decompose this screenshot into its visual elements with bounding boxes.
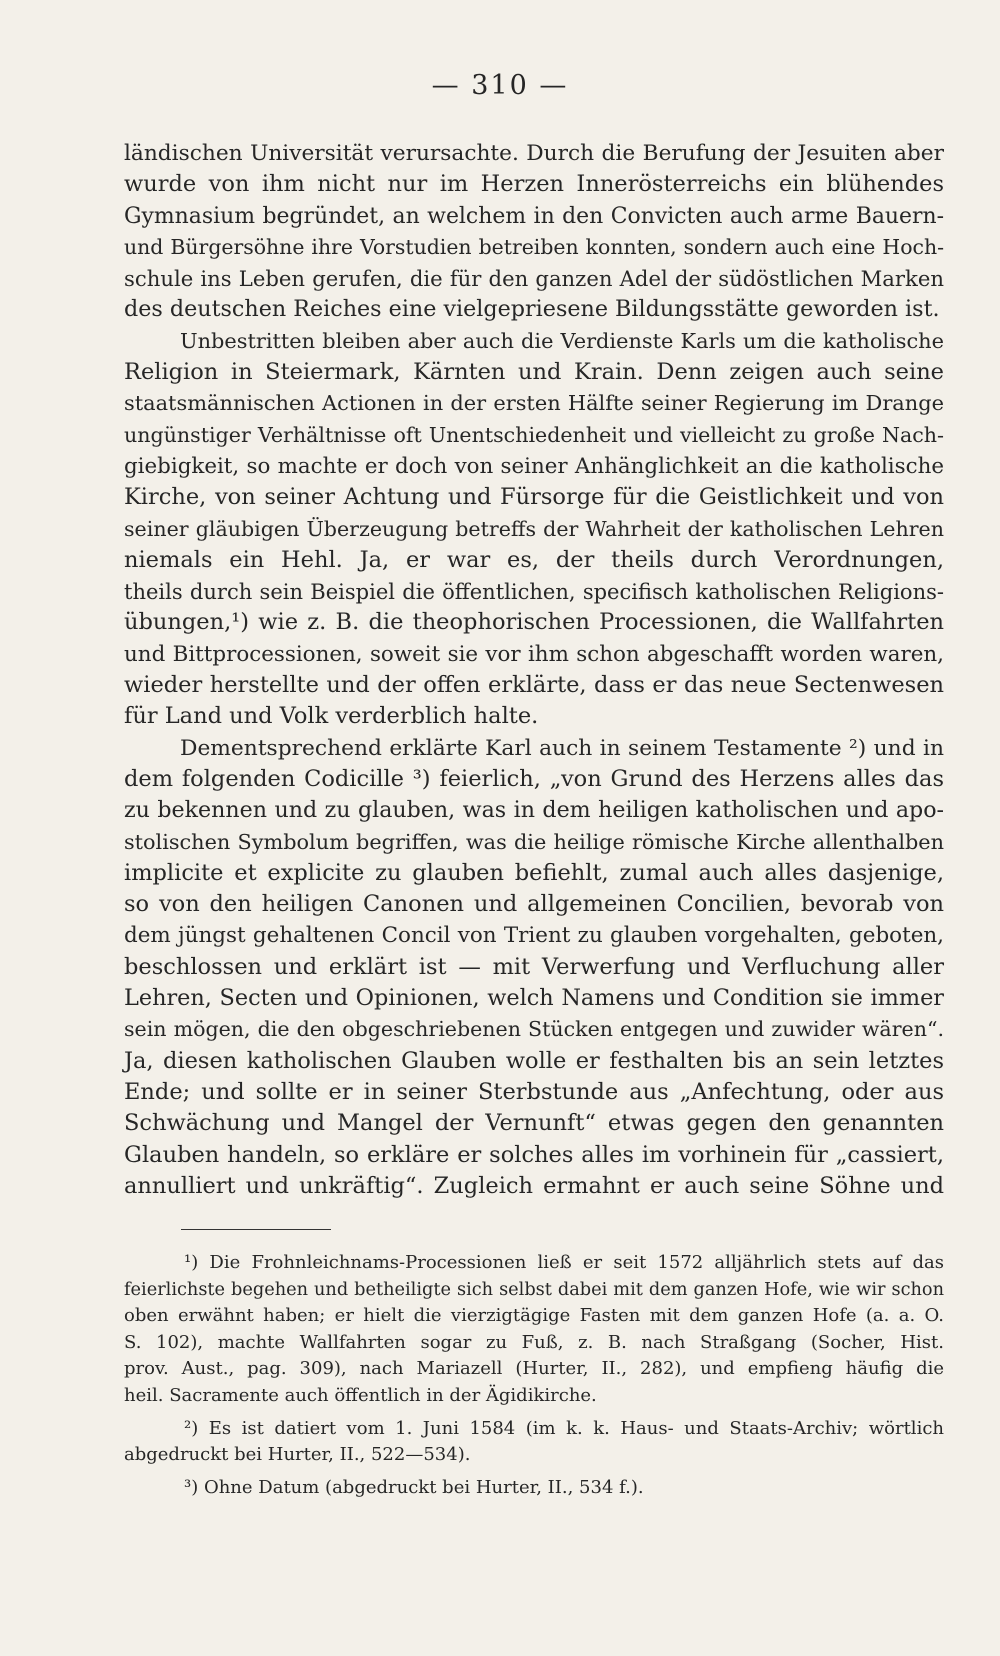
text-line: Lehren, Secten und Opinionen, welch Namens und Condition sie immer (124, 985, 944, 1012)
text-line: sein mögen, die den obgeschriebenen Stücken entgegen und zuwider wären“. (124, 1017, 944, 1042)
text-line: dem jüngst gehaltenen Concil von Trient zu glauben vorgehalten, geboten, (124, 923, 944, 949)
footnote-line: ³) Ohne Datum (abgedruckt bei Hurter, II., 534 f.). (184, 1476, 644, 1498)
footnote-line: S. 102), machte Wallfahrten sogar zu Fuß, z. B. nach Straßgang (Socher, Hist. (124, 1331, 944, 1353)
footnote-line: heil. Sacramente auch öffentlich in der Ägidikirche. (124, 1384, 597, 1406)
footnote-divider (181, 1229, 331, 1230)
footnotes (124, 1250, 944, 1501)
text-line: Ende; und sollte er in seiner Sterbstunde aus „Anfechtung, oder aus (124, 1078, 944, 1105)
text-line: und Bürgersöhne ihre Vorstudien betreiben konnten, sondern auch eine Hoch- (124, 234, 944, 259)
main-text (124, 138, 944, 1202)
text-line: für Land und Volk verderblich halte. (124, 703, 539, 730)
text-line: staatsmännischen Actionen in der ersten Hälfte seiner Regierung im Drange (124, 391, 944, 416)
text-line: stolischen Symbolum begriffen, was die heilige römische Kirche allenthalben (124, 829, 944, 854)
text-line: wieder herstellte und der offen erklärte, dass er das neue Sectenwesen (124, 672, 944, 699)
text-line: des deutschen Reiches eine vielgepriesene Bildungsstätte geworden ist. (124, 296, 940, 323)
text-line: Glauben handeln, so erkläre er solches alles im vorhinein für „cassiert, (124, 1141, 944, 1168)
text-line: theils durch sein Beispiel die öffentlichen, specifisch katholischen Religions- (124, 579, 944, 605)
text-line: ländischen Universität verursachte. Durch die Berufung der Jesuiten aber (124, 141, 944, 166)
text-line: giebigkeit, so machte er doch von seiner Anhänglichkeit an die katholische (124, 453, 944, 479)
text-line: übungen,¹) wie z. B. die theophorischen Processionen, die Wallfahrten (124, 609, 944, 636)
footnote-line: prov. Aust., pag. 309), nach Mariazell (Hurter, II., 282), und empfieng häufig die (124, 1358, 944, 1380)
text-line: ungünstiger Verhältnisse oft Unentschiedenheit und vielleicht zu große Nach- (124, 422, 944, 447)
text-line: beschlossen und erklärt ist — mit Verwerfung und Verfluchung aller (124, 953, 944, 980)
text-line: so von den heiligen Canonen und allgemeinen Concilien, bevorab von (124, 891, 944, 918)
text-line: seiner gläubigen Überzeugung betreffs der Wahrheit der katholischen Lehren (124, 516, 944, 541)
text-line: schule ins Leben gerufen, die für den ganzen Adel der südöstlichen Marken (124, 266, 944, 292)
footnote-line: abgedruckt bei Hurter, II., 522—534). (124, 1444, 471, 1466)
text-line: Dementsprechend erklärte Karl auch in seinem Testamente ²) und in (180, 735, 944, 761)
text-line: annulliert und unkräftig“. Zugleich ermahnt er auch seine Söhne und (124, 1172, 944, 1199)
text-line: Kirche, von seiner Achtung und Fürsorge für die Geistlichkeit und von (124, 484, 944, 511)
text-line: zu bekennen und zu glauben, was in dem heiligen katholischen und apo- (124, 797, 944, 824)
text-line: niemals ein Hehl. Ja, er war es, der theils durch Verordnungen, (124, 546, 944, 573)
footnote-line: feierlichste begehen und betheiligte sich selbst dabei mit dem ganzen Hofe, wie wir schon (124, 1279, 944, 1300)
page-number: — 310 — (431, 70, 569, 101)
text-line: Ja, diesen katholischen Glauben wolle er festhalten bis an sein letztes (124, 1047, 944, 1074)
text-line: Gymnasium begründet, an welchem in den Convicten auch arme Bauern- (124, 203, 944, 229)
footnote-line: oben erwähnt haben; er hielt die vierzigtägige Fasten mit dem ganzen Hofe (a. a. O. (124, 1305, 944, 1327)
text-line: und Bittprocessionen, soweit sie vor ihm schon abgeschafft worden waren, (124, 641, 944, 667)
text-line: dem folgenden Codicille ³) feierlich, „von Grund des Herzens alles das (124, 765, 944, 792)
footnote-line: ²) Es ist datiert vom 1. Juni 1584 (im k. k. Haus- und Staats-Archiv; wörtlich (184, 1417, 944, 1439)
text-line: wurde von ihm nicht nur im Herzen Innerösterreichs ein blühendes (124, 171, 944, 198)
text-line: Religion in Steiermark, Kärnten und Krain. Denn zeigen auch seine (124, 359, 944, 386)
text-line: Schwächung und Mangel der Vernunft“ etwas gegen den genannten (124, 1110, 944, 1137)
text-line: Unbestritten bleiben aber auch die Verdienste Karls um die katholische (180, 328, 944, 353)
text-line: implicite et explicite zu glauben befiehlt, zumal auch alles dasjenige, (124, 859, 944, 886)
footnote-line: ¹) Die Frohnleichnams-Processionen ließ er seit 1572 alljährlich stets auf das (184, 1252, 944, 1273)
